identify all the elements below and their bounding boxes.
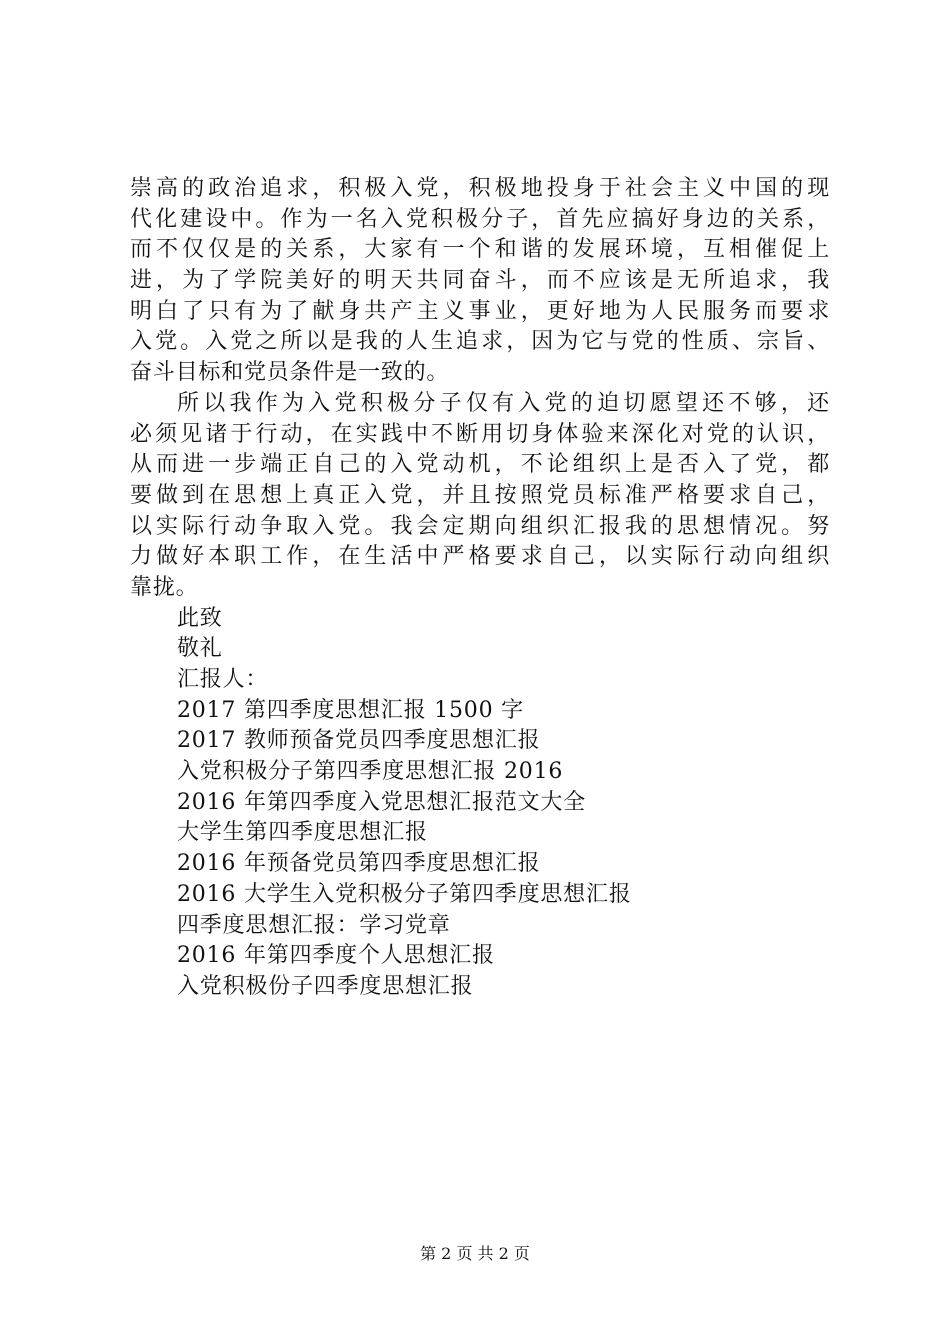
paragraph-2-line: 从而进一步端正自己的入党动机，不论组织上是否入了党，都 xyxy=(130,452,830,478)
paragraph-1-line: 明白了只有为了献身共产主义事业，更好地为人民服务而要求 xyxy=(130,298,830,324)
related-link[interactable]: 四季度思想汇报：学习党章 xyxy=(177,912,451,938)
salutation-cizhi: 此致 xyxy=(177,605,223,631)
related-link[interactable]: 2016 年第四季度入党思想汇报范文大全 xyxy=(177,789,586,815)
paragraph-2-line: 以实际行动争取入党。我会定期向组织汇报我的思想情况。努 xyxy=(130,513,830,539)
paragraph-1-line: 代化建设中。作为一名入党积极分子，首先应搞好身边的关系， xyxy=(130,206,830,232)
paragraph-1-line: 崇高的政治追求，积极入党，积极地投身于社会主义中国的现 xyxy=(130,176,830,201)
related-link[interactable]: 2017 教师预备党员四季度思想汇报 xyxy=(177,728,541,754)
paragraph-1-line: 而不仅仅是的关系，大家有一个和谐的发展环境，互相催促上 xyxy=(130,237,830,263)
paragraph-1-line: 入党。入党之所以是我的人生追求，因为它与党的性质、宗旨、 xyxy=(130,329,830,355)
paragraph-1-line: 奋斗目标和党员条件是一致的。 xyxy=(130,360,450,386)
related-link[interactable]: 大学生第四季度思想汇报 xyxy=(177,820,428,846)
paragraph-2-line: 所以我作为入党积极分子仅有入党的迫切愿望还不够，还 xyxy=(177,390,830,416)
paragraph-2-line: 靠拢。 xyxy=(130,574,199,600)
related-link[interactable]: 入党积极分子第四季度思想汇报 2016 xyxy=(177,759,564,785)
related-link[interactable]: 2016 大学生入党积极分子第四季度思想汇报 xyxy=(177,881,632,907)
paragraph-1-line: 进，为了学院美好的明天共同奋斗，而不应该是无所追求，我 xyxy=(130,268,830,294)
related-link[interactable]: 入党积极份子四季度思想汇报 xyxy=(177,973,474,999)
paragraph-2-line: 要做到在思想上真正入党，并且按照党员标准严格要求自己， xyxy=(130,482,830,508)
related-link[interactable]: 2017 第四季度思想汇报 1500 字 xyxy=(177,697,524,723)
paragraph-2-line: 必须见诸于行动，在实践中不断用切身体验来深化对党的认识， xyxy=(130,421,830,447)
paragraph-2-line: 力做好本职工作，在生活中严格要求自己，以实际行动向组织 xyxy=(130,544,830,570)
page-number-footer: 第 2 页 共 2 页 xyxy=(420,1244,530,1263)
salutation-jingli: 敬礼 xyxy=(177,636,223,662)
related-link[interactable]: 2016 年第四季度个人思想汇报 xyxy=(177,943,495,969)
reporter-label: 汇报人： xyxy=(177,667,269,692)
related-link[interactable]: 2016 年预备党员第四季度思想汇报 xyxy=(177,851,541,877)
document-body xyxy=(130,174,830,1003)
